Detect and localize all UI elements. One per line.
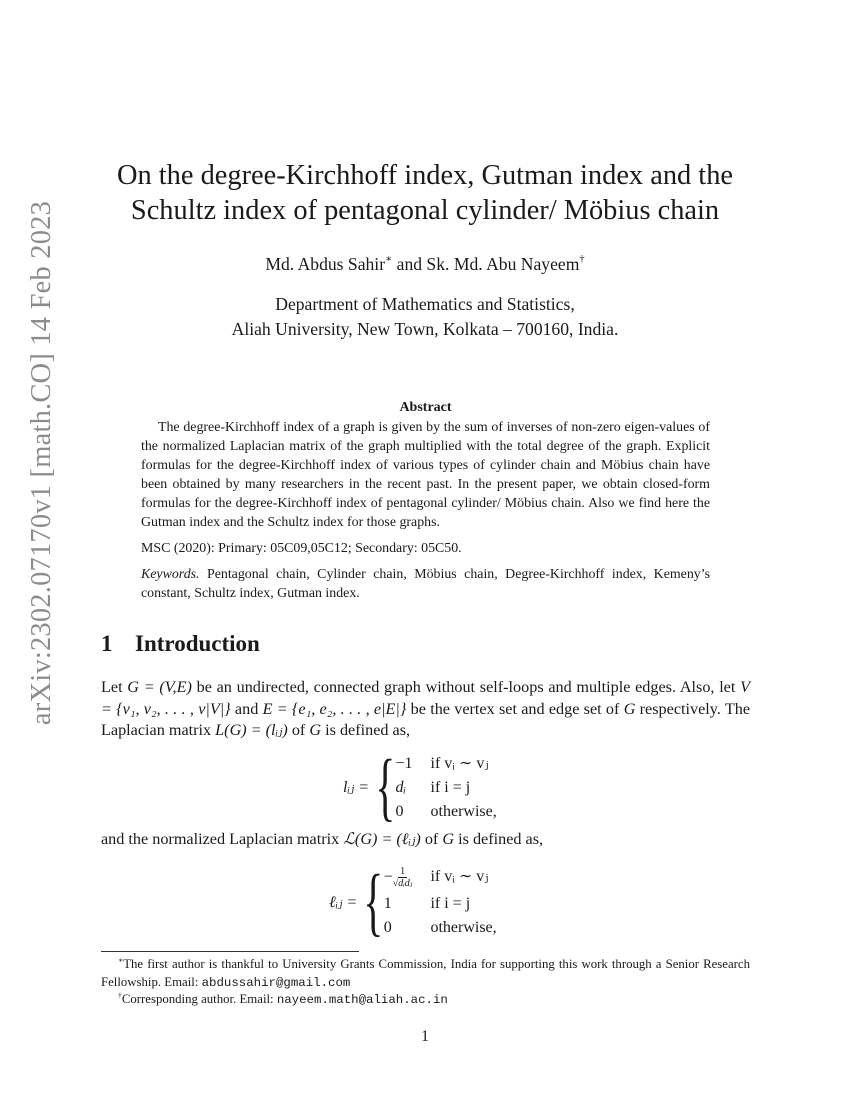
authors xyxy=(100,254,750,275)
text: is defined as, xyxy=(321,721,411,739)
title-line-2: Schultz index of pentagonal cylinder/ Möbius chain xyxy=(130,195,720,226)
equation-lhs: lᵢⱼ = xyxy=(343,779,369,796)
text: respectively. The Laplacian matrix xyxy=(101,699,751,739)
abstract xyxy=(141,398,710,603)
math-inline: ℒ(G) = (ℓᵢⱼ) xyxy=(343,830,421,848)
denominator: √dᵢdⱼ xyxy=(392,878,413,889)
equation-lhs: ℓᵢⱼ = xyxy=(329,894,358,911)
abstract-text: The degree-Kirchhoff index of a graph is given by the sum of inverses of non-zero eigen-values of the normalized Laplacian matrix of the graph multiplied with the total degree of the graph. Explicit formulas for the degree-Kirchhoff index of various types of cylinder chain and Möbius chain have been obtained by many researchers in the recent past. In the present paper, we obtain closed-form formulas for the degree-Kirchhoff index of pentagonal cylinder/ Möbius chain. Also we find here the Gutman index and the Schultz index for those graphs. xyxy=(141,420,710,530)
case-condition: if vᵢ ∼ vⱼ xyxy=(430,868,489,885)
author-1-footnote-mark: ∗ xyxy=(385,254,393,266)
email-link[interactable]: abdussahir@gmail.com xyxy=(201,975,351,990)
abstract-heading: Abstract xyxy=(399,400,452,415)
text: of xyxy=(287,721,310,739)
minus-sign: − xyxy=(383,868,393,886)
text: and xyxy=(230,699,263,718)
numerator: 1 xyxy=(400,866,406,877)
math-inline: L(G) = (lᵢⱼ) xyxy=(215,721,288,739)
email-link[interactable]: nayeem.math@aliah.ac.in xyxy=(276,993,448,1007)
case-value-fraction xyxy=(384,866,413,890)
footnote-text: The first author is thankful to University Grants Commission, India for supporting this work through a Senior Research Fellowship. Email: xyxy=(101,957,750,989)
section-number: 1 xyxy=(101,631,113,656)
footnote-mark: ∗ xyxy=(118,955,124,965)
footnote-mark: † xyxy=(118,990,122,1000)
case-condition: if i = j xyxy=(430,778,471,796)
case-condition: if i = j xyxy=(430,895,471,912)
math-inline: G xyxy=(623,699,636,718)
text: Let xyxy=(101,678,128,696)
equation-laplacian xyxy=(343,745,497,829)
keywords-label: Keywords. xyxy=(141,567,200,582)
author-1: Md. Abdus Sahir xyxy=(265,254,386,274)
left-brace-icon: { xyxy=(375,745,396,829)
case-condition: otherwise, xyxy=(430,919,497,936)
case-value: 1 xyxy=(383,895,392,912)
case-value: 0 xyxy=(383,919,392,936)
text: and the normalized Laplacian matrix xyxy=(101,830,344,848)
math-inline: G = (V,E) xyxy=(127,678,192,696)
msc-classification: MSC (2020): Primary: 05C09,05C12; Secondary: 05C50. xyxy=(141,541,462,556)
left-brace-icon: { xyxy=(363,860,384,944)
intro-paragraph-1 xyxy=(101,677,750,742)
math-inline: V = {v₁, v₂, . . . , v|V|} xyxy=(101,678,750,718)
title-line-1: On the degree-Kirchhoff index, Gutman index and the xyxy=(117,160,733,191)
intro-paragraph-2 xyxy=(101,829,750,851)
text: be the vertex set and edge set of xyxy=(406,699,624,718)
fraction xyxy=(393,866,413,890)
equation-normalized-laplacian xyxy=(329,860,497,944)
affiliation xyxy=(100,292,750,342)
affiliation-line-1: Department of Mathematics and Statistics, xyxy=(275,294,575,314)
page-number: 1 xyxy=(421,1028,429,1045)
author-2-footnote-mark: † xyxy=(579,254,585,266)
equation-cases xyxy=(395,753,496,822)
text: of xyxy=(420,830,443,848)
affiliation-line-2: Aliah University, New Town, Kolkata – 700160, India. xyxy=(231,319,619,339)
keywords-list: Pentagonal chain, Cylinder chain, Möbius chain, Degree-Kirchhoff index, Kemeny’s constant, Schultz index, Gutman index. xyxy=(141,567,710,601)
keywords xyxy=(141,565,710,603)
case-value: dᵢ xyxy=(395,778,407,796)
footnote-rule xyxy=(101,951,359,952)
arxiv-stamp xyxy=(22,200,62,725)
case-condition: otherwise, xyxy=(430,802,497,820)
footnote-text: Corresponding author. Email: xyxy=(121,992,277,1006)
section-title: Introduction xyxy=(135,631,260,656)
footnote-2 xyxy=(101,991,750,1010)
text: be an undirected, connected graph without self-loops and multiple edges. Also, let xyxy=(191,678,741,696)
case-value: −1 xyxy=(395,754,413,772)
section-heading xyxy=(101,631,260,657)
equation-cases xyxy=(384,866,497,938)
math-inline: G xyxy=(309,721,322,739)
author-2: and Sk. Md. Abu Nayeem xyxy=(392,254,580,274)
arxiv-stamp-text: arXiv:2302.07170v1 [math.CO] 14 Feb 2023 xyxy=(26,200,57,725)
math-inline: G xyxy=(442,830,455,848)
math-inline: E = {e₁, e₂, . . . , e|E|} xyxy=(262,699,407,718)
text: is defined as, xyxy=(454,830,544,848)
footnote-1 xyxy=(101,956,750,992)
case-value: 0 xyxy=(395,802,404,820)
case-condition: if vᵢ ∼ vⱼ xyxy=(430,754,489,772)
paper-title xyxy=(100,158,750,228)
